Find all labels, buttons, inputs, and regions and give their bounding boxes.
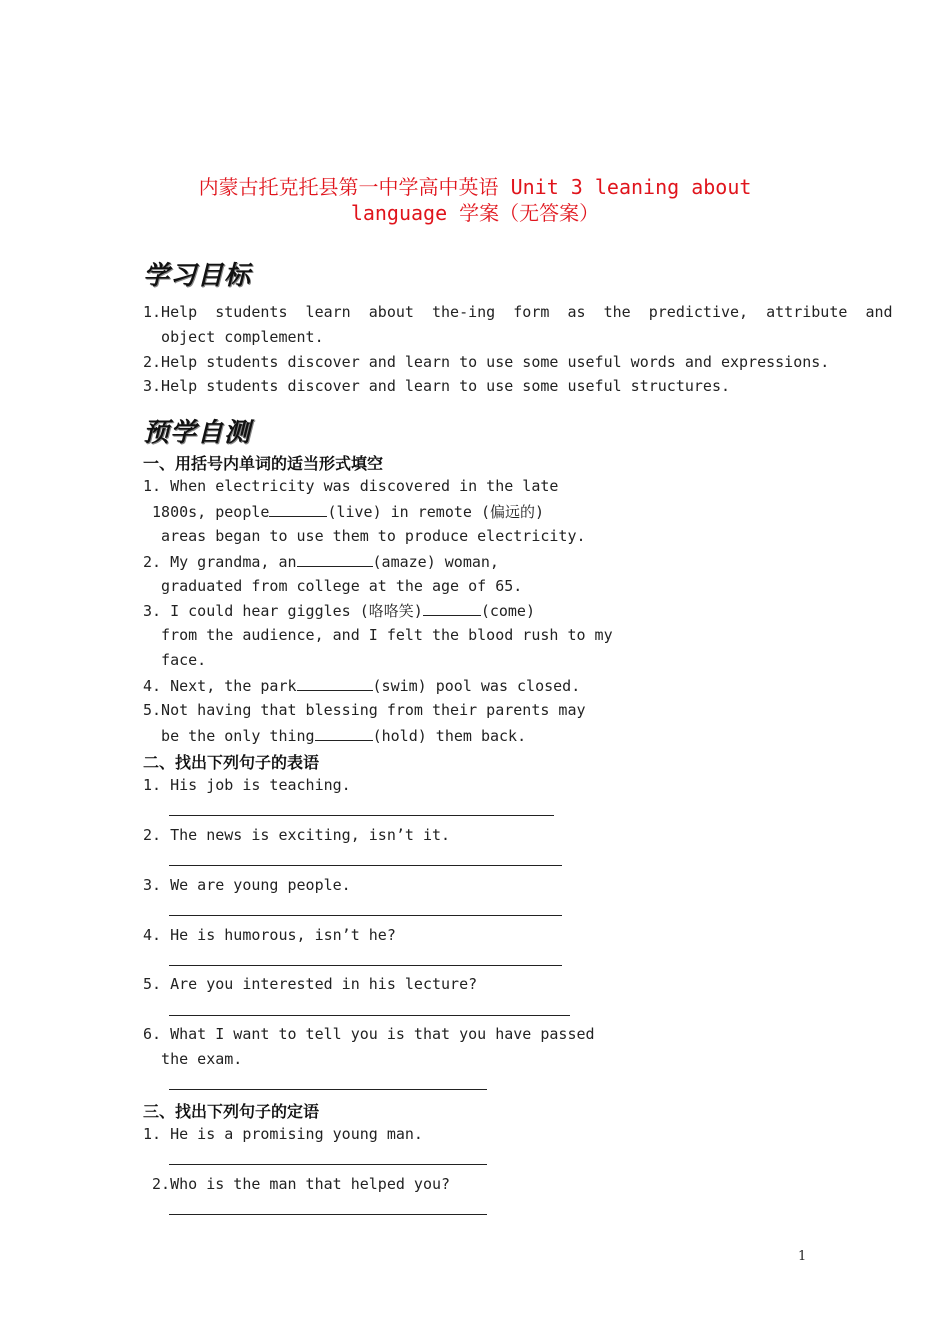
objective-line-2: 2.Help students discover and learn to use some useful words and expressions. [143, 353, 830, 371]
q5-line2-a: be the only thing [143, 727, 315, 745]
part2-answer-line-2[interactable] [169, 865, 562, 866]
q5-line2 [143, 726, 526, 745]
objective-line-1: 1.Help students learn about the-ing form as the predictive, attribute and [143, 303, 893, 321]
document-title-line2: language 学案（无答案） [350, 201, 600, 225]
q1-line1: 1. When electricity was discovered in the late [143, 477, 559, 495]
q3-line3: face. [143, 651, 207, 669]
q1-blank[interactable] [269, 502, 327, 517]
part2-title: 二、找出下列句子的表语 [143, 753, 320, 772]
q4-line1-b: (swim) pool was closed. [372, 677, 581, 695]
part2-answer-line-4[interactable] [169, 965, 562, 966]
part3-item-2: 2.Who is the man that helped you? [143, 1175, 451, 1193]
q1-line3: areas began to use them to produce electricity. [143, 527, 586, 545]
q3-blank[interactable] [423, 601, 481, 616]
section-heading-objectives [143, 255, 251, 292]
q1-line2 [143, 502, 544, 521]
objective-line-3: 3.Help students discover and learn to use some useful structures. [143, 377, 730, 395]
q4-line1 [143, 676, 580, 695]
part3-title: 三、找出下列句子的定语 [143, 1102, 320, 1121]
q5-line2-b: (hold) them back. [372, 727, 527, 745]
part2-item-1: 1. His job is teaching. [143, 776, 351, 794]
q5-line1: 5.Not having that blessing from their parents may [143, 701, 586, 719]
objective-line-1-cont: object complement. [143, 328, 324, 346]
part3-answer-line-1[interactable] [169, 1164, 487, 1165]
part2-item-6-cont: the exam. [143, 1050, 243, 1068]
q3-line1-b: (come) [480, 602, 535, 620]
part2-item-5: 5. Are you interested in his lecture? [143, 975, 478, 993]
page-number: 1 [798, 1249, 807, 1264]
q1-line2-a: 1800s, people [143, 503, 270, 521]
q4-blank[interactable] [297, 676, 373, 691]
section-heading-pretest-text: 预学自测 [143, 418, 252, 448]
document-title-line1: 内蒙古托克托县第一中学高中英语 Unit 3 leaning about [198, 175, 752, 199]
part2-answer-line-6[interactable] [169, 1089, 487, 1090]
part3-answer-line-2[interactable] [169, 1214, 487, 1215]
q2-line1-a: 2. My grandma, an [143, 553, 297, 571]
part3-item-1: 1. He is a promising young man. [143, 1125, 423, 1143]
section-heading-pretest [143, 412, 251, 449]
part2-item-3: 3. We are young people. [143, 876, 351, 894]
q1-line2-b: (live) in remote (偏远的) [327, 503, 545, 521]
q4-line1-a: 4. Next, the park [143, 677, 297, 695]
part2-answer-line-5[interactable] [169, 1015, 570, 1016]
part1-title: 一、用括号内单词的适当形式填空 [143, 454, 384, 473]
q2-blank[interactable] [297, 552, 373, 567]
part2-answer-line-1[interactable] [169, 815, 554, 816]
q2-line2: graduated from college at the age of 65. [143, 577, 523, 595]
q3-line1-a: 3. I could hear giggles (咯咯笑) [143, 602, 423, 620]
q3-line1 [143, 601, 535, 620]
section-heading-objectives-text: 学习目标 [143, 261, 252, 291]
part2-answer-line-3[interactable] [169, 915, 562, 916]
part2-item-4: 4. He is humorous, isn’t he? [143, 926, 396, 944]
part2-item-6: 6. What I want to tell you is that you have passed [143, 1025, 595, 1043]
part2-item-2: 2. The news is exciting, isn’t it. [143, 826, 451, 844]
q3-line2: from the audience, and I felt the blood rush to my [143, 626, 613, 644]
q2-line1-b: (amaze) woman, [372, 553, 499, 571]
q2-line1 [143, 552, 499, 571]
q5-blank[interactable] [315, 726, 373, 741]
